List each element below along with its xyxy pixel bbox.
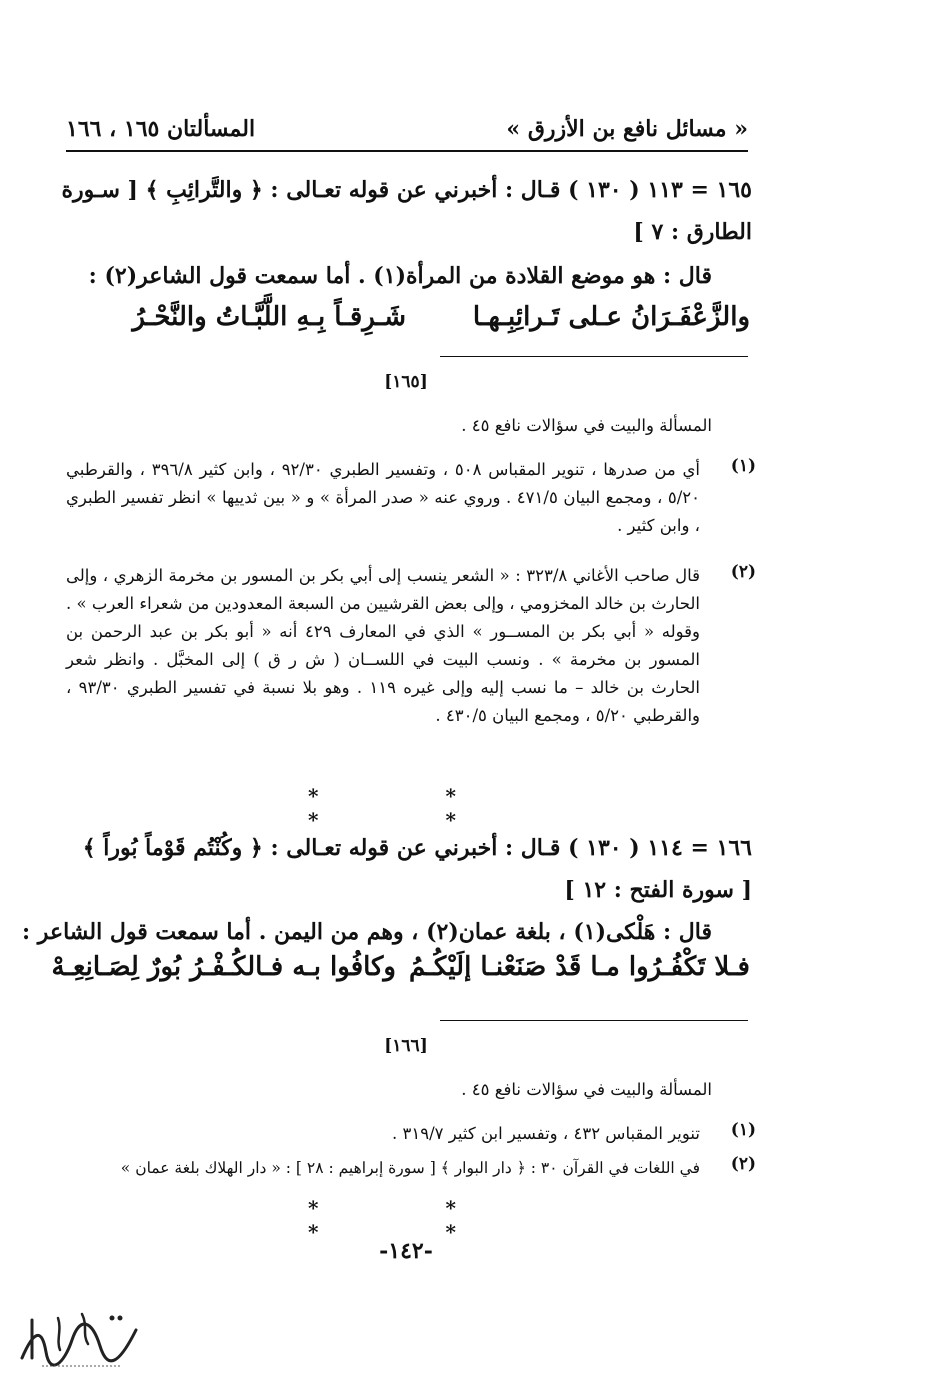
footnote-number: (٢) — [730, 1154, 756, 1174]
footnote-text: أي من صدرها ، تنوير المقباس ٥٠٨ ، وتفسير الطبري ٩٢/٣٠ ، وابن كثير ٣٩٦/٨ ، والقرطبي ٥/٢٠ ، ومجمع البيان ٤٧١/٥ . وروي عنه « صدر المرأة » و « بين ثدييها » انظر تفسير الطبري ، وابن كثير . — [66, 460, 700, 535]
footnote-text: تنوير المقباس ٤٣٢ ، وتفسير ابن كثير ٣١٩/٧ . — [392, 1124, 700, 1143]
footnote-number: (٢) — [730, 562, 756, 582]
header-section-numbers: المسألتان ١٦٥ ، ١٦٦ — [66, 116, 256, 142]
verse-166-second-hemistich: وكافُوا بـه فـالكُـفْـرُ بُورٌ لِصَـانِعِـهْ — [51, 952, 396, 982]
footnote-separator-165 — [440, 356, 748, 357]
notes-166-label: [١٦٦] — [384, 1036, 428, 1056]
footnote-text: في اللغات في القرآن ٣٠ : ﴿ دار البوار ﴾ [ سورة إبراهيم : ٢٨ ] : « دار الهلاك بلغة عمان » — [120, 1159, 700, 1177]
footnote-separator-166 — [440, 1020, 748, 1021]
footnote-number: (١) — [730, 456, 756, 476]
entry-165-line-3: قال : هو موضع القلادة من المرأة(١) . أما سمعت قول الشاعر(٢) : — [88, 263, 712, 289]
header-rule — [66, 150, 748, 152]
entry-166-line-3: قال : هَلْكى(١) ، بلغة عمان(٢) ، وهم من اليمن . أما سمعت قول الشاعر : — [22, 919, 712, 945]
footnote-166-2 — [66, 1154, 756, 1184]
entry-165-line-1: ١٦٥ = ١١٣ ( ١٣٠ ) قـال : أخبرني عن قوله تعـالى : ﴿ والتَّرائِبِ ﴾ [ سـورة — [61, 177, 752, 203]
notes-166-intro: المسألة والبيت في سؤالات نافع ٤٥ . — [461, 1080, 712, 1099]
section-divider-stars: * * * * — [308, 784, 516, 832]
footnote-text: قال صاحب الأغاني ٣٢٣/٨ : « الشعر ينسب إلى أبي بكر بن المسور بن مخرمة الزهري ، وإلى الحارث بن خالد المخزومي ، وإلى بعض القرشيين من السبعة المعدودين من شعراء العرب » . وقوله « أبي بكر بن المســور » الذي في المعارف ٤٢٩ أنه « أبو بكر بن عبد الرحمن بن المسور بن مخرمة » . ونسب البيت في اللســان ( ش ر ق ) إلى المخبَّل . وانظر شعر الحارث بن خالد – ما نسب إليه وإلى غيره ١١٩ . وهو بلا نسبة في تفسير الطبري ٩٣/٣٠ ، والقرطبي ٥/٢٠ ، ومجمع البيان ٤٣٠/٥ . — [66, 566, 700, 725]
entry-166-line-2: [ سورة الفتح : ١٢ ] — [564, 877, 752, 903]
footnote-165-2 — [66, 562, 756, 762]
entry-165-line-2: الطارق : ٧ ] — [633, 219, 752, 245]
page-number: -١٤٢- — [379, 1238, 433, 1264]
verse-165-second-hemistich: شَـرِقـاً بِـهِ اللَّبَّـاتُ والنَّحْـرُ — [132, 302, 406, 332]
footnote-165-1 — [66, 456, 756, 542]
notes-165-intro: المسألة والبيت في سؤالات نافع ٤٥ . — [461, 416, 712, 435]
entry-166-line-1: ١٦٦ = ١١٤ ( ١٣٠ ) قـال : أخبرني عن قوله تعـالى : ﴿ وكُنْتُم قَوْماً بُوراً ﴾ — [82, 835, 752, 861]
header-title: « مسائل نافع بن الأزرق » — [506, 116, 748, 142]
footnote-number: (١) — [730, 1120, 756, 1140]
footnote-166-1 — [66, 1120, 756, 1150]
running-header — [66, 112, 748, 146]
notes-165-label: [١٦٥] — [384, 372, 428, 392]
section-divider-stars: * * * * — [308, 1196, 516, 1244]
verse-166-first-hemistich: فـلا تَكْفُـرُوا مـا قَدْ صَنَعْنـا إلَيْكُـمُ — [409, 952, 750, 982]
verse-165-first-hemistich: والزَّعْفَـرَانُ عـلى تَـرائِبِـهـا — [472, 302, 750, 332]
library-stamp-logo — [12, 1300, 152, 1370]
